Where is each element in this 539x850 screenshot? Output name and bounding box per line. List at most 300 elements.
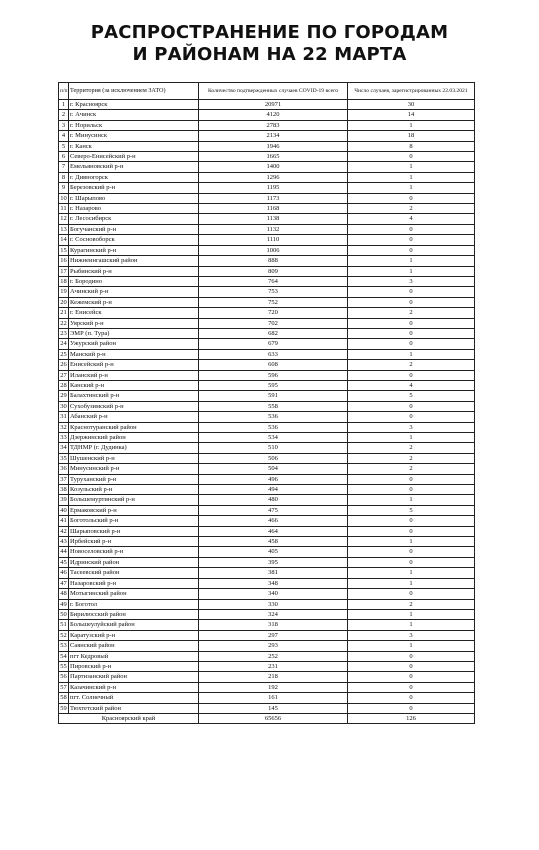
row-territory: Большеулуйский район bbox=[69, 620, 199, 630]
row-confirmed: 480 bbox=[199, 495, 348, 505]
row-index: 22 bbox=[60, 319, 67, 327]
row-index: 32 bbox=[60, 423, 67, 431]
row-registered: 0 bbox=[348, 589, 475, 599]
row-registered: 0 bbox=[348, 547, 475, 557]
row-index: 15 bbox=[60, 246, 67, 254]
row-territory: Каратузский р-н bbox=[69, 630, 199, 640]
row-index: 55 bbox=[60, 662, 67, 670]
row-confirmed: 1138 bbox=[199, 214, 348, 224]
row-confirmed: 293 bbox=[199, 641, 348, 651]
row-registered: 1 bbox=[348, 266, 475, 276]
table-row bbox=[59, 370, 475, 380]
table-row bbox=[59, 422, 475, 432]
table-row bbox=[59, 599, 475, 609]
row-confirmed: 2783 bbox=[199, 120, 348, 130]
table-row bbox=[59, 318, 475, 328]
row-index: 43 bbox=[60, 538, 67, 546]
row-territory: ЭМР (п. Тура) bbox=[69, 328, 199, 338]
row-registered: 0 bbox=[348, 485, 475, 495]
row-confirmed: 496 bbox=[199, 474, 348, 484]
row-confirmed: 506 bbox=[199, 453, 348, 463]
row-territory: Боготольский р-н bbox=[69, 516, 199, 526]
row-confirmed: 1110 bbox=[199, 235, 348, 245]
table-row bbox=[59, 578, 475, 588]
row-registered: 0 bbox=[348, 152, 475, 162]
row-registered: 0 bbox=[348, 682, 475, 692]
row-territory: Казачинский р-н bbox=[69, 682, 199, 692]
row-territory: г. Канск bbox=[69, 141, 199, 151]
table-row bbox=[59, 287, 475, 297]
row-confirmed: 348 bbox=[199, 578, 348, 588]
row-index: 41 bbox=[60, 517, 67, 525]
row-index: 19 bbox=[60, 288, 67, 296]
row-index: 8 bbox=[59, 172, 69, 182]
row-territory: Рыбинский р-н bbox=[69, 266, 199, 276]
row-territory: г. Лесосибирск bbox=[69, 214, 199, 224]
row-territory: Партизанский район bbox=[69, 672, 199, 682]
total-registered: 126 bbox=[348, 713, 475, 723]
row-confirmed: 318 bbox=[199, 620, 348, 630]
table-row bbox=[59, 328, 475, 338]
table-row bbox=[59, 485, 475, 495]
row-registered: 8 bbox=[348, 141, 475, 151]
row-confirmed: 1006 bbox=[199, 245, 348, 255]
row-registered: 1 bbox=[348, 183, 475, 193]
row-index: 26 bbox=[60, 361, 67, 369]
row-confirmed: 192 bbox=[199, 682, 348, 692]
row-confirmed: 297 bbox=[199, 630, 348, 640]
row-territory: Шушенский р-н bbox=[69, 453, 199, 463]
row-confirmed: 595 bbox=[199, 380, 348, 390]
table-row bbox=[59, 651, 475, 661]
row-territory: ТДНМР (г. Дудинка) bbox=[69, 443, 199, 453]
row-registered: 1 bbox=[348, 162, 475, 172]
table-row bbox=[59, 235, 475, 245]
row-index: 37 bbox=[60, 475, 67, 483]
row-confirmed: 633 bbox=[199, 349, 348, 359]
row-confirmed: 504 bbox=[199, 464, 348, 474]
row-registered: 0 bbox=[348, 339, 475, 349]
row-index: 54 bbox=[60, 652, 67, 660]
row-territory: Сухобузимский р-н bbox=[69, 401, 199, 411]
row-territory: Балахтинский р-н bbox=[69, 391, 199, 401]
row-confirmed: 591 bbox=[199, 391, 348, 401]
table-row bbox=[59, 193, 475, 203]
row-registered: 0 bbox=[348, 370, 475, 380]
row-confirmed: 1296 bbox=[199, 172, 348, 182]
total-confirmed: 65656 bbox=[199, 713, 348, 723]
row-index: 11 bbox=[60, 205, 67, 213]
table-row bbox=[59, 100, 475, 110]
row-registered: 2 bbox=[348, 464, 475, 474]
table-row bbox=[59, 630, 475, 640]
row-territory: Нижнеингашский район bbox=[69, 256, 199, 266]
row-registered: 0 bbox=[348, 401, 475, 411]
row-territory: Назаровский р-н bbox=[69, 578, 199, 588]
row-territory: г. Минусинск bbox=[69, 131, 199, 141]
row-registered: 2 bbox=[348, 453, 475, 463]
table-row bbox=[59, 609, 475, 619]
row-registered: 1 bbox=[348, 578, 475, 588]
page-title bbox=[0, 22, 539, 66]
row-registered: 1 bbox=[348, 172, 475, 182]
row-registered: 1 bbox=[348, 256, 475, 266]
row-index: 48 bbox=[60, 590, 67, 598]
row-territory: г. Сосновоборск bbox=[69, 235, 199, 245]
row-confirmed: 702 bbox=[199, 318, 348, 328]
table-row bbox=[59, 152, 475, 162]
row-confirmed: 494 bbox=[199, 485, 348, 495]
row-registered: 0 bbox=[348, 693, 475, 703]
row-confirmed: 679 bbox=[199, 339, 348, 349]
row-registered: 2 bbox=[348, 443, 475, 453]
row-territory: Богучанский р-н bbox=[69, 224, 199, 234]
row-registered: 14 bbox=[348, 110, 475, 120]
row-confirmed: 330 bbox=[199, 599, 348, 609]
row-territory: Бирилюсский район bbox=[69, 609, 199, 619]
row-confirmed: 536 bbox=[199, 412, 348, 422]
row-territory: Козульский р-н bbox=[69, 485, 199, 495]
row-index: 25 bbox=[60, 350, 67, 358]
row-index: 3 bbox=[59, 120, 69, 130]
row-index: 35 bbox=[60, 454, 67, 462]
row-confirmed: 1168 bbox=[199, 204, 348, 214]
table-row bbox=[59, 641, 475, 651]
row-index: 51 bbox=[60, 621, 67, 629]
table-row bbox=[59, 589, 475, 599]
row-registered: 2 bbox=[348, 599, 475, 609]
table-row bbox=[59, 703, 475, 713]
row-registered: 0 bbox=[348, 224, 475, 234]
title-line-2: И РАЙОНАМ НА 22 МАРТА bbox=[132, 44, 407, 65]
row-confirmed: 1946 bbox=[199, 141, 348, 151]
total-label: Красноярский край bbox=[59, 713, 199, 723]
row-confirmed: 888 bbox=[199, 256, 348, 266]
row-territory: Енисейский р-н bbox=[69, 360, 199, 370]
row-index: 2 bbox=[59, 110, 69, 120]
row-territory: Пировский р-н bbox=[69, 661, 199, 671]
table-row bbox=[59, 516, 475, 526]
row-registered: 5 bbox=[348, 505, 475, 515]
row-confirmed: 4120 bbox=[199, 110, 348, 120]
row-index: 5 bbox=[59, 141, 69, 151]
row-index: 44 bbox=[60, 548, 67, 556]
row-index: 23 bbox=[60, 329, 67, 337]
row-index: 30 bbox=[60, 402, 67, 410]
row-territory: г. Шарыпово bbox=[69, 193, 199, 203]
row-territory: Курагинский р-н bbox=[69, 245, 199, 255]
row-index: 38 bbox=[60, 486, 67, 494]
row-territory: Абанский р-н bbox=[69, 412, 199, 422]
row-registered: 3 bbox=[348, 422, 475, 432]
row-confirmed: 475 bbox=[199, 505, 348, 515]
row-territory: Мотыгинский район bbox=[69, 589, 199, 599]
row-index: 47 bbox=[60, 579, 67, 587]
table-row bbox=[59, 547, 475, 557]
table-row bbox=[59, 537, 475, 547]
row-confirmed: 608 bbox=[199, 360, 348, 370]
row-index: 59 bbox=[60, 704, 67, 712]
row-territory: г. Боготол bbox=[69, 599, 199, 609]
row-registered: 0 bbox=[348, 703, 475, 713]
table-row bbox=[59, 433, 475, 443]
row-registered: 1 bbox=[348, 609, 475, 619]
row-territory: Емельяновский р-н bbox=[69, 162, 199, 172]
row-confirmed: 324 bbox=[199, 609, 348, 619]
row-registered: 0 bbox=[348, 235, 475, 245]
row-index: 12 bbox=[60, 215, 67, 223]
covid-cases-table bbox=[58, 82, 475, 724]
row-index: 27 bbox=[60, 371, 67, 379]
row-territory: Шарыповский р-н bbox=[69, 526, 199, 536]
table-row bbox=[59, 620, 475, 630]
row-registered: 18 bbox=[348, 131, 475, 141]
row-territory: Идринский район bbox=[69, 557, 199, 567]
row-index: 10 bbox=[60, 194, 67, 202]
row-territory: Уярский р-н bbox=[69, 318, 199, 328]
row-registered: 1 bbox=[348, 495, 475, 505]
row-index: 40 bbox=[60, 506, 67, 514]
row-confirmed: 536 bbox=[199, 422, 348, 432]
table-row bbox=[59, 256, 475, 266]
table-row bbox=[59, 172, 475, 182]
table-row bbox=[59, 474, 475, 484]
row-confirmed: 596 bbox=[199, 370, 348, 380]
row-registered: 0 bbox=[348, 318, 475, 328]
row-confirmed: 753 bbox=[199, 287, 348, 297]
row-registered: 0 bbox=[348, 516, 475, 526]
title-line-1: РАСПРОСТРАНЕНИЕ ПО ГОРОДАМ bbox=[90, 22, 449, 43]
table-row bbox=[59, 391, 475, 401]
row-index: 1 bbox=[59, 100, 69, 110]
row-confirmed: 231 bbox=[199, 661, 348, 671]
table-row bbox=[59, 131, 475, 141]
row-confirmed: 534 bbox=[199, 433, 348, 443]
row-territory: Ермаковский р-н bbox=[69, 505, 199, 515]
table-row bbox=[59, 141, 475, 151]
row-territory: г. Назарово bbox=[69, 204, 199, 214]
row-territory: Большемуртинский р-н bbox=[69, 495, 199, 505]
row-territory: Минусинский р-н bbox=[69, 464, 199, 474]
table-row bbox=[59, 162, 475, 172]
row-territory: Краснотуранский район bbox=[69, 422, 199, 432]
total-row bbox=[59, 713, 475, 723]
row-registered: 30 bbox=[348, 100, 475, 110]
row-confirmed: 252 bbox=[199, 651, 348, 661]
row-confirmed: 720 bbox=[199, 308, 348, 318]
row-territory: Саянский район bbox=[69, 641, 199, 651]
row-territory: г. Ачинск bbox=[69, 110, 199, 120]
table-row bbox=[59, 224, 475, 234]
table-row bbox=[59, 110, 475, 120]
row-registered: 1 bbox=[348, 433, 475, 443]
row-territory: Ужурский район bbox=[69, 339, 199, 349]
row-registered: 0 bbox=[348, 412, 475, 422]
row-confirmed: 395 bbox=[199, 557, 348, 567]
row-index: 53 bbox=[60, 642, 67, 650]
row-registered: 3 bbox=[348, 276, 475, 286]
row-index: 9 bbox=[59, 183, 69, 193]
row-confirmed: 752 bbox=[199, 297, 348, 307]
row-registered: 4 bbox=[348, 214, 475, 224]
table-row bbox=[59, 204, 475, 214]
table-row bbox=[59, 297, 475, 307]
row-index: 49 bbox=[60, 600, 67, 608]
row-confirmed: 764 bbox=[199, 276, 348, 286]
row-confirmed: 2134 bbox=[199, 131, 348, 141]
row-confirmed: 1665 bbox=[199, 152, 348, 162]
row-index: 24 bbox=[60, 340, 67, 348]
row-registered: 2 bbox=[348, 204, 475, 214]
row-index: 20 bbox=[60, 298, 67, 306]
row-confirmed: 458 bbox=[199, 537, 348, 547]
table-row bbox=[59, 183, 475, 193]
table-row bbox=[59, 693, 475, 703]
row-registered: 4 bbox=[348, 380, 475, 390]
row-territory: Манский р-н bbox=[69, 349, 199, 359]
row-confirmed: 145 bbox=[199, 703, 348, 713]
row-index: 50 bbox=[60, 610, 67, 618]
row-index: 18 bbox=[60, 277, 67, 285]
row-territory: Новоселовский р-н bbox=[69, 547, 199, 557]
row-territory: Тасеевский район bbox=[69, 568, 199, 578]
row-index: 14 bbox=[60, 236, 67, 244]
header-confirmed: Количество подтвержденных случаев COVID-19 всего bbox=[199, 83, 348, 100]
row-registered: 3 bbox=[348, 630, 475, 640]
row-territory: Дзержинский район bbox=[69, 433, 199, 443]
row-confirmed: 558 bbox=[199, 401, 348, 411]
table-row bbox=[59, 266, 475, 276]
row-territory: пгт. Солнечный bbox=[69, 693, 199, 703]
table-row bbox=[59, 495, 475, 505]
row-index: 6 bbox=[59, 152, 69, 162]
row-index: 21 bbox=[60, 309, 67, 317]
row-index: 46 bbox=[60, 569, 67, 577]
row-territory: Иланский р-н bbox=[69, 370, 199, 380]
header-registered: Число случаев, зарегистрированных 22.03.2021 bbox=[348, 83, 475, 100]
row-index: 52 bbox=[60, 631, 67, 639]
table-row bbox=[59, 443, 475, 453]
table-row bbox=[59, 308, 475, 318]
row-index: 56 bbox=[60, 673, 67, 681]
row-confirmed: 1132 bbox=[199, 224, 348, 234]
row-territory: Ачинский р-н bbox=[69, 287, 199, 297]
row-registered: 0 bbox=[348, 526, 475, 536]
header-territory: Территория (за исключением ЗАТО) bbox=[69, 83, 199, 100]
row-registered: 0 bbox=[348, 474, 475, 484]
row-registered: 1 bbox=[348, 568, 475, 578]
row-confirmed: 1173 bbox=[199, 193, 348, 203]
table-row bbox=[59, 276, 475, 286]
table-row bbox=[59, 557, 475, 567]
row-index: 42 bbox=[60, 527, 67, 535]
table-row bbox=[59, 401, 475, 411]
row-registered: 2 bbox=[348, 360, 475, 370]
row-confirmed: 161 bbox=[199, 693, 348, 703]
row-registered: 0 bbox=[348, 245, 475, 255]
table-row bbox=[59, 682, 475, 692]
row-confirmed: 809 bbox=[199, 266, 348, 276]
row-index: 31 bbox=[60, 413, 67, 421]
row-territory: Канский р-н bbox=[69, 380, 199, 390]
table-row bbox=[59, 214, 475, 224]
table-row bbox=[59, 412, 475, 422]
row-confirmed: 466 bbox=[199, 516, 348, 526]
row-registered: 1 bbox=[348, 641, 475, 651]
table-row bbox=[59, 661, 475, 671]
row-territory: г. Бородино bbox=[69, 276, 199, 286]
row-confirmed: 464 bbox=[199, 526, 348, 536]
row-territory: Северо-Енисейский р-н bbox=[69, 152, 199, 162]
row-index: 34 bbox=[60, 444, 67, 452]
table-row bbox=[59, 568, 475, 578]
table-header-row bbox=[59, 83, 475, 100]
row-territory: Ирбейский р-н bbox=[69, 537, 199, 547]
row-registered: 2 bbox=[348, 308, 475, 318]
table-row bbox=[59, 339, 475, 349]
row-confirmed: 340 bbox=[199, 589, 348, 599]
row-registered: 1 bbox=[348, 620, 475, 630]
row-registered: 0 bbox=[348, 661, 475, 671]
row-registered: 0 bbox=[348, 297, 475, 307]
table-row bbox=[59, 526, 475, 536]
table-row bbox=[59, 380, 475, 390]
row-confirmed: 510 bbox=[199, 443, 348, 453]
row-index: 7 bbox=[59, 162, 69, 172]
table-row bbox=[59, 505, 475, 515]
row-confirmed: 405 bbox=[199, 547, 348, 557]
row-registered: 1 bbox=[348, 537, 475, 547]
row-territory: г. Красноярск bbox=[69, 100, 199, 110]
row-registered: 5 bbox=[348, 391, 475, 401]
row-territory: пгт Кедровый bbox=[69, 651, 199, 661]
row-index: 45 bbox=[60, 558, 67, 566]
row-registered: 0 bbox=[348, 557, 475, 567]
row-territory: г. Дивногорск bbox=[69, 172, 199, 182]
row-territory: Туруханский р-н bbox=[69, 474, 199, 484]
table-row bbox=[59, 360, 475, 370]
table-row bbox=[59, 349, 475, 359]
row-territory: Тюхтетский район bbox=[69, 703, 199, 713]
row-registered: 0 bbox=[348, 287, 475, 297]
row-index: 29 bbox=[60, 392, 67, 400]
row-confirmed: 218 bbox=[199, 672, 348, 682]
row-territory: г. Енисейск bbox=[69, 308, 199, 318]
row-registered: 0 bbox=[348, 672, 475, 682]
table-row bbox=[59, 120, 475, 130]
row-index: 39 bbox=[60, 496, 67, 504]
row-index: 16 bbox=[60, 257, 67, 265]
row-territory: Березовский р-н bbox=[69, 183, 199, 193]
row-confirmed: 1400 bbox=[199, 162, 348, 172]
table-row bbox=[59, 672, 475, 682]
row-index: 4 bbox=[59, 131, 69, 141]
row-registered: 0 bbox=[348, 651, 475, 661]
row-index: 13 bbox=[60, 225, 67, 233]
row-index: 57 bbox=[60, 683, 67, 691]
row-index: 58 bbox=[60, 694, 67, 702]
table-row bbox=[59, 453, 475, 463]
row-registered: 1 bbox=[348, 349, 475, 359]
header-index: п/п bbox=[59, 83, 69, 100]
row-confirmed: 682 bbox=[199, 328, 348, 338]
row-confirmed: 20971 bbox=[199, 100, 348, 110]
row-confirmed: 1195 bbox=[199, 183, 348, 193]
row-territory: г. Норильск bbox=[69, 120, 199, 130]
table-row bbox=[59, 464, 475, 474]
row-confirmed: 381 bbox=[199, 568, 348, 578]
table-row bbox=[59, 245, 475, 255]
